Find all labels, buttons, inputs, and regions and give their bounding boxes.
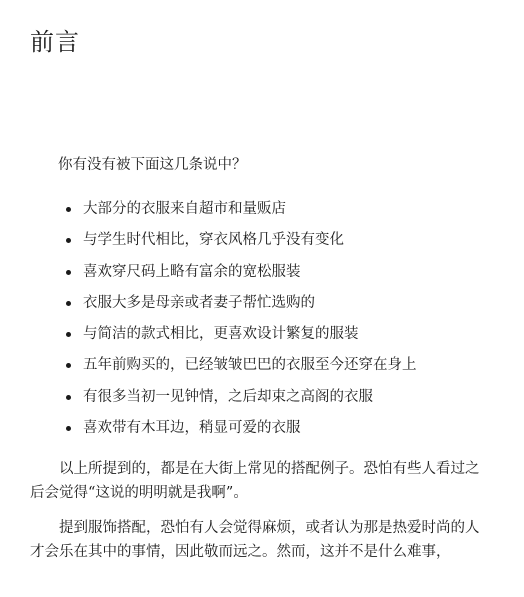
list-item (58, 230, 417, 261)
page-title: 前言 (30, 28, 80, 56)
list-item-text: 有很多当初一见钟情，之后却束之高阁的衣服 (83, 388, 373, 405)
list-item-text: 喜欢穿尺码上略有富余的宽松服装 (83, 263, 301, 280)
bullet-icon (66, 238, 71, 243)
list-item-text: 与学生时代相比，穿衣风格几乎没有变化 (83, 232, 344, 249)
list-item (58, 355, 417, 386)
list-item-text: 五年前购买的，已经皱皱巴巴的衣服至今还穿在身上 (83, 357, 417, 374)
bullet-icon (66, 332, 71, 337)
bullet-icon (66, 207, 71, 212)
bullet-icon (66, 395, 71, 400)
intro-question: 你有没有被下面这几条说中？ (58, 157, 247, 173)
list-item (58, 293, 417, 324)
list-item (58, 418, 417, 449)
list-item (58, 199, 417, 230)
checklist (58, 199, 417, 449)
bullet-icon (66, 363, 71, 368)
list-item-text: 喜欢带有木耳边，稍显可爱的衣服 (83, 420, 301, 437)
list-item (58, 262, 417, 293)
list-item (58, 387, 417, 418)
bullet-icon (66, 426, 71, 431)
body-paragraph: 提到服饰搭配，恐怕有人会觉得麻烦，或者认为那是热爱时尚的人才会乐在其中的事情，因此敬而远之。然而，这并不是什么难事， (30, 520, 480, 560)
list-item-text: 大部分的衣服来自超市和量贩店 (83, 201, 286, 217)
list-item-text: 衣服大多是母亲或者妻子帮忙选购的 (83, 294, 315, 311)
body-paragraph: 以上所提到的，都是在大街上常见的搭配例子。恐怕有些人看过之后会觉得“这说的明明就是我啊”。 (30, 461, 480, 501)
list-item (58, 324, 417, 355)
bullet-icon (66, 301, 71, 306)
bullet-icon (66, 270, 71, 275)
list-item-text: 与简洁的款式相比，更喜欢设计繁复的服装 (83, 326, 359, 343)
